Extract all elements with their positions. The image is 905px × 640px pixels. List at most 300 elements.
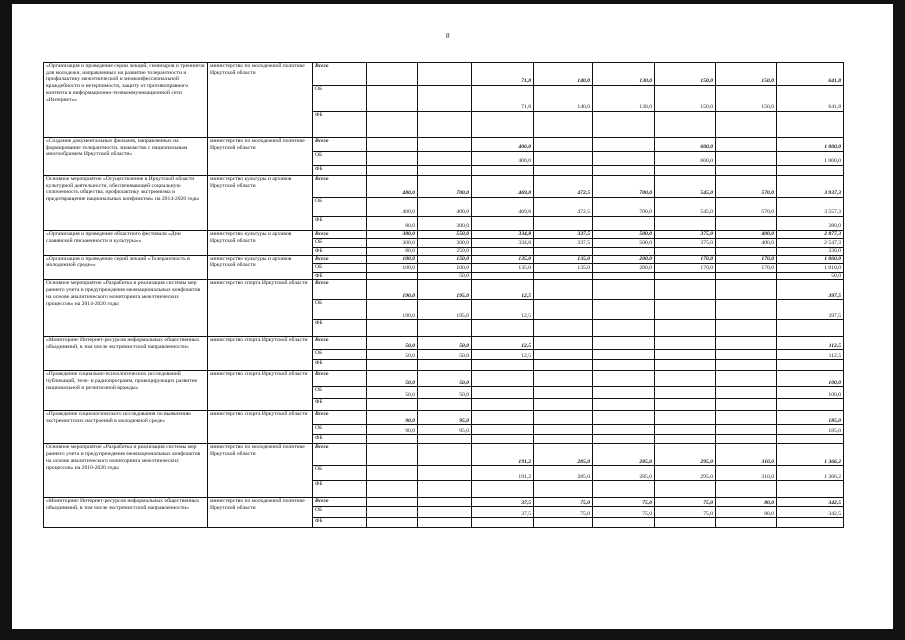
row-total-cell: 641,8 bbox=[777, 86, 844, 112]
executor: министерство культуры и архивов Иркутской области bbox=[208, 231, 313, 256]
year-value-cell bbox=[367, 518, 418, 528]
year-value-cell bbox=[716, 337, 777, 350]
year-value-cell bbox=[655, 399, 716, 411]
year-value-cell: 150,0 bbox=[655, 86, 716, 112]
year-value-cell bbox=[534, 300, 593, 320]
year-value-cell: 400,0 bbox=[716, 231, 777, 239]
table-row bbox=[44, 176, 844, 198]
row-total-cell: 330,0 bbox=[777, 248, 844, 256]
activity-name: «Мониторинг Интернет-ресурсов неформальных общественных объединений, в том числе экстремистской направленности» bbox=[44, 498, 208, 528]
year-value-cell: 472,5 bbox=[534, 176, 593, 198]
activity-name: «Организация и проведение областного фестиваля «Дни славянской письменности и культуры»» bbox=[44, 231, 208, 256]
page-number: 8 bbox=[446, 32, 450, 40]
year-value-cell bbox=[655, 280, 716, 300]
year-value-cell: 75,0 bbox=[655, 507, 716, 518]
row-total-cell: 1 366,2 bbox=[777, 444, 844, 466]
year-value-cell bbox=[534, 411, 593, 425]
year-value-cell: 50,0 bbox=[367, 371, 418, 387]
year-value-cell: 71,8 bbox=[472, 86, 534, 112]
year-value-cell: 75,0 bbox=[534, 507, 593, 518]
funding-source: ОБ bbox=[313, 350, 367, 360]
year-value-cell bbox=[472, 166, 534, 176]
year-value-cell: 285,0 bbox=[534, 466, 593, 481]
year-value-cell bbox=[534, 112, 593, 138]
year-value-cell bbox=[716, 280, 777, 300]
row-total-cell: 185,0 bbox=[777, 425, 844, 435]
year-value-cell: 50,0 bbox=[418, 371, 472, 387]
year-value-cell bbox=[534, 399, 593, 411]
year-value-cell bbox=[367, 112, 418, 138]
year-value-cell: 334,8 bbox=[472, 239, 534, 248]
funding-source: ФБ bbox=[313, 481, 367, 498]
year-value-cell bbox=[472, 518, 534, 528]
year-value-cell bbox=[716, 360, 777, 371]
table-row bbox=[44, 337, 844, 350]
year-value-cell bbox=[472, 481, 534, 498]
year-value-cell: 150,0 bbox=[655, 63, 716, 86]
year-value-cell bbox=[534, 280, 593, 300]
year-value-cell: 570,0 bbox=[716, 176, 777, 198]
year-value-cell bbox=[367, 166, 418, 176]
funding-source: ОБ bbox=[313, 507, 367, 518]
year-value-cell: 545,0 bbox=[655, 198, 716, 217]
year-value-cell bbox=[367, 507, 418, 518]
year-value-cell bbox=[367, 86, 418, 112]
year-value-cell bbox=[593, 399, 655, 411]
year-value-cell: 500,0 bbox=[593, 231, 655, 239]
row-total-cell: 380,0 bbox=[777, 217, 844, 231]
year-value-cell bbox=[655, 518, 716, 528]
activity-name: «Мониторинг Интернет-ресурсов неформальных общественных объединений, в том числе экстремистской направленности» bbox=[44, 337, 208, 371]
year-value-cell bbox=[367, 360, 418, 371]
year-value-cell bbox=[655, 320, 716, 337]
year-value-cell bbox=[655, 337, 716, 350]
funding-source: Всего bbox=[313, 138, 367, 152]
year-value-cell: 380,0 bbox=[367, 231, 418, 239]
year-value-cell bbox=[716, 435, 777, 444]
year-value-cell bbox=[655, 481, 716, 498]
year-value-cell bbox=[716, 300, 777, 320]
executor: министерство спорта Иркутской области bbox=[208, 371, 313, 411]
year-value-cell: 135,0 bbox=[534, 263, 593, 272]
year-value-cell: 71,8 bbox=[472, 63, 534, 86]
year-value-cell bbox=[534, 481, 593, 498]
funding-source: ФБ bbox=[313, 112, 367, 138]
row-total-cell bbox=[777, 166, 844, 176]
year-value-cell: 135,0 bbox=[472, 263, 534, 272]
year-value-cell bbox=[367, 320, 418, 337]
row-total-cell: 3 937,3 bbox=[777, 176, 844, 198]
year-value-cell: 50,0 bbox=[418, 337, 472, 350]
funding-source: ОБ bbox=[313, 387, 367, 399]
row-total-cell: 50,0 bbox=[777, 272, 844, 280]
row-total-cell: 2 547,3 bbox=[777, 239, 844, 248]
table-row bbox=[44, 63, 844, 86]
activity-name: Основное мероприятие «Разработка и реализация системы мер раннего учета и предупреждения межнациональных конфликтов на основе аналитического мониторинга межэтнических процессов» на 2016-2020 годы bbox=[44, 444, 208, 498]
table-row bbox=[44, 138, 844, 152]
year-value-cell: 95,0 bbox=[418, 411, 472, 425]
year-value-cell: 400,0 bbox=[472, 152, 534, 166]
funding-source: Всего bbox=[313, 176, 367, 198]
year-value-cell bbox=[716, 217, 777, 231]
year-value-cell bbox=[593, 217, 655, 231]
year-value-cell bbox=[593, 300, 655, 320]
year-value-cell: 300,0 bbox=[418, 217, 472, 231]
year-value-cell: 295,0 bbox=[655, 466, 716, 481]
year-value-cell bbox=[418, 152, 472, 166]
year-value-cell bbox=[593, 112, 655, 138]
year-value-cell bbox=[472, 387, 534, 399]
year-value-cell: 469,8 bbox=[472, 198, 534, 217]
year-value-cell bbox=[367, 138, 418, 152]
row-total-cell bbox=[777, 435, 844, 444]
scan-edge-top bbox=[0, 0, 905, 4]
year-value-cell: 337,5 bbox=[534, 231, 593, 239]
year-value-cell: 100,0 bbox=[367, 263, 418, 272]
row-total-cell: 1 000,0 bbox=[777, 152, 844, 166]
funding-source: Всего bbox=[313, 280, 367, 300]
year-value-cell bbox=[655, 435, 716, 444]
row-total-cell: 112,5 bbox=[777, 350, 844, 360]
year-value-cell bbox=[472, 248, 534, 256]
year-value-cell bbox=[655, 248, 716, 256]
row-total-cell: 2 877,3 bbox=[777, 231, 844, 239]
year-value-cell bbox=[593, 152, 655, 166]
funding-source: ОБ bbox=[313, 425, 367, 435]
year-value-cell: 191,2 bbox=[472, 466, 534, 481]
table-row bbox=[44, 280, 844, 300]
year-value-cell bbox=[655, 112, 716, 138]
year-value-cell: 170,0 bbox=[716, 255, 777, 263]
year-value-cell: 469,8 bbox=[472, 176, 534, 198]
row-total-cell bbox=[777, 320, 844, 337]
year-value-cell bbox=[534, 337, 593, 350]
year-value-cell: 285,0 bbox=[534, 444, 593, 466]
year-value-cell: 310,0 bbox=[716, 466, 777, 481]
year-value-cell bbox=[593, 138, 655, 152]
funding-source: ОБ bbox=[313, 263, 367, 272]
year-value-cell: 400,0 bbox=[716, 239, 777, 248]
year-value-cell bbox=[593, 411, 655, 425]
year-value-cell bbox=[534, 387, 593, 399]
year-value-cell bbox=[593, 435, 655, 444]
year-value-cell: 300,0 bbox=[367, 239, 418, 248]
year-value-cell bbox=[418, 507, 472, 518]
table-row bbox=[44, 231, 844, 239]
year-value-cell bbox=[472, 425, 534, 435]
year-value-cell bbox=[534, 272, 593, 280]
funding-source: Всего bbox=[313, 444, 367, 466]
year-value-cell bbox=[418, 481, 472, 498]
year-value-cell: 195,0 bbox=[418, 300, 472, 320]
year-value-cell bbox=[716, 387, 777, 399]
year-value-cell: 170,0 bbox=[716, 263, 777, 272]
year-value-cell bbox=[716, 112, 777, 138]
year-value-cell: 95,0 bbox=[418, 425, 472, 435]
year-value-cell: 200,0 bbox=[593, 255, 655, 263]
funding-source: ОБ bbox=[313, 300, 367, 320]
year-value-cell: 140,0 bbox=[534, 63, 593, 86]
year-value-cell: 170,0 bbox=[655, 255, 716, 263]
funding-source: Всего bbox=[313, 411, 367, 425]
year-value-cell: 150,0 bbox=[716, 86, 777, 112]
row-total-cell: 100,0 bbox=[777, 387, 844, 399]
funding-source: ФБ bbox=[313, 166, 367, 176]
funding-source: ФБ bbox=[313, 248, 367, 256]
year-value-cell: 50,0 bbox=[418, 387, 472, 399]
year-value-cell bbox=[418, 112, 472, 138]
executor: министерство спорта Иркутской области bbox=[208, 280, 313, 337]
executor: министерство по молодежной политике Иркутской области bbox=[208, 444, 313, 498]
year-value-cell: 130,0 bbox=[593, 63, 655, 86]
year-value-cell bbox=[418, 466, 472, 481]
year-value-cell: 50,0 bbox=[418, 272, 472, 280]
year-value-cell bbox=[418, 399, 472, 411]
table-row bbox=[44, 371, 844, 387]
year-value-cell: 170,0 bbox=[655, 263, 716, 272]
year-value-cell: 80,0 bbox=[367, 248, 418, 256]
year-value-cell bbox=[655, 300, 716, 320]
year-value-cell bbox=[655, 360, 716, 371]
year-value-cell: 12,5 bbox=[472, 350, 534, 360]
year-value-cell bbox=[655, 350, 716, 360]
year-value-cell: 500,0 bbox=[593, 239, 655, 248]
row-total-cell bbox=[777, 481, 844, 498]
funding-source: ФБ bbox=[313, 518, 367, 528]
year-value-cell bbox=[593, 280, 655, 300]
year-value-cell bbox=[418, 444, 472, 466]
row-total-cell bbox=[777, 518, 844, 528]
funding-source: ФБ bbox=[313, 360, 367, 371]
year-value-cell bbox=[716, 425, 777, 435]
year-value-cell: 375,0 bbox=[655, 231, 716, 239]
year-value-cell bbox=[472, 360, 534, 371]
table-row bbox=[44, 255, 844, 263]
year-value-cell: 337,5 bbox=[534, 239, 593, 248]
activity-name: «Организация и проведение серий лекций «Толерантность в молодежной среде»» bbox=[44, 255, 208, 280]
year-value-cell bbox=[472, 411, 534, 425]
year-value-cell bbox=[593, 371, 655, 387]
year-value-cell: 12,5 bbox=[472, 280, 534, 300]
year-value-cell: 195,0 bbox=[418, 280, 472, 300]
year-value-cell: 300,0 bbox=[418, 239, 472, 248]
activity-name: «Проведение социально-психологических исследований публикаций, теле- и радиопрограмм, провоцирующих развитие национальной и религиозной вражды» bbox=[44, 371, 208, 411]
year-value-cell: 50,0 bbox=[367, 350, 418, 360]
year-value-cell bbox=[367, 466, 418, 481]
row-total-cell: 1 010,0 bbox=[777, 263, 844, 272]
year-value-cell bbox=[716, 166, 777, 176]
row-total-cell bbox=[777, 399, 844, 411]
year-value-cell: 50,0 bbox=[418, 350, 472, 360]
year-value-cell bbox=[418, 63, 472, 86]
year-value-cell bbox=[534, 138, 593, 152]
year-value-cell bbox=[593, 272, 655, 280]
funding-source: Всего bbox=[313, 63, 367, 86]
year-value-cell: 50,0 bbox=[367, 387, 418, 399]
year-value-cell: 310,0 bbox=[716, 444, 777, 466]
year-value-cell: 80,0 bbox=[367, 217, 418, 231]
year-value-cell: 400,0 bbox=[472, 138, 534, 152]
activity-name: «Проведение социологического исследования по выявлению экстремистских настроений в молодежной среде» bbox=[44, 411, 208, 444]
executor: министерство спорта Иркутской области bbox=[208, 337, 313, 371]
year-value-cell bbox=[534, 217, 593, 231]
year-value-cell: 80,0 bbox=[716, 498, 777, 507]
year-value-cell: 250,0 bbox=[418, 248, 472, 256]
year-value-cell bbox=[593, 337, 655, 350]
year-value-cell bbox=[655, 387, 716, 399]
year-value-cell: 295,0 bbox=[655, 444, 716, 466]
funding-source: ОБ bbox=[313, 152, 367, 166]
year-value-cell bbox=[472, 320, 534, 337]
year-value-cell bbox=[367, 481, 418, 498]
year-value-cell bbox=[655, 166, 716, 176]
year-value-cell: 75,0 bbox=[534, 498, 593, 507]
year-value-cell bbox=[418, 360, 472, 371]
year-value-cell bbox=[716, 152, 777, 166]
year-value-cell bbox=[593, 481, 655, 498]
year-value-cell: 334,8 bbox=[472, 231, 534, 239]
year-value-cell bbox=[534, 425, 593, 435]
executor: министерство культуры и архивов Иркутской области bbox=[208, 176, 313, 231]
activity-name: Основное мероприятие «Осуществление в Иркутской области культурной деятельности, обеспечивающей социальную сплоченность общества, профилактику экстремизма и предотвращение национальных конфликтов» на 2014-2020 годы bbox=[44, 176, 208, 231]
executor: министерство культуры и архивов Иркутской области bbox=[208, 255, 313, 280]
row-total-cell bbox=[777, 112, 844, 138]
year-value-cell bbox=[418, 435, 472, 444]
funding-source: ФБ bbox=[313, 320, 367, 337]
year-value-cell bbox=[593, 248, 655, 256]
year-value-cell bbox=[655, 371, 716, 387]
year-value-cell: 150,0 bbox=[418, 255, 472, 263]
year-value-cell bbox=[472, 371, 534, 387]
row-total-cell: 112,5 bbox=[777, 337, 844, 350]
row-total-cell: 397,5 bbox=[777, 300, 844, 320]
funding-source: Всего bbox=[313, 231, 367, 239]
year-value-cell bbox=[716, 481, 777, 498]
year-value-cell: 100,0 bbox=[367, 255, 418, 263]
funding-source: Всего bbox=[313, 498, 367, 507]
row-total-cell: 1 000,0 bbox=[777, 138, 844, 152]
row-total-cell: 100,0 bbox=[777, 371, 844, 387]
year-value-cell bbox=[593, 518, 655, 528]
year-value-cell bbox=[418, 518, 472, 528]
year-value-cell bbox=[534, 350, 593, 360]
year-value-cell: 90,0 bbox=[367, 425, 418, 435]
year-value-cell bbox=[593, 387, 655, 399]
year-value-cell bbox=[367, 444, 418, 466]
table-row bbox=[44, 498, 844, 507]
year-value-cell bbox=[367, 399, 418, 411]
year-value-cell bbox=[534, 248, 593, 256]
year-value-cell: 285,0 bbox=[593, 444, 655, 466]
funding-source: Всего bbox=[313, 337, 367, 350]
year-value-cell: 37,5 bbox=[472, 498, 534, 507]
funding-source: ОБ bbox=[313, 86, 367, 112]
row-total-cell: 1 060,0 bbox=[777, 255, 844, 263]
year-value-cell bbox=[593, 425, 655, 435]
year-value-cell bbox=[716, 411, 777, 425]
year-value-cell: 285,0 bbox=[593, 466, 655, 481]
year-value-cell: 12,5 bbox=[472, 337, 534, 350]
funding-source: Всего bbox=[313, 371, 367, 387]
year-value-cell: 600,0 bbox=[655, 152, 716, 166]
year-value-cell: 375,0 bbox=[655, 239, 716, 248]
year-value-cell bbox=[472, 399, 534, 411]
year-value-cell bbox=[534, 518, 593, 528]
year-value-cell bbox=[534, 166, 593, 176]
year-value-cell bbox=[534, 152, 593, 166]
executor: министерство по молодежной политике Иркутской области bbox=[208, 63, 313, 138]
scan-edge-right bbox=[893, 0, 905, 640]
year-value-cell bbox=[418, 166, 472, 176]
year-value-cell bbox=[418, 320, 472, 337]
year-value-cell bbox=[472, 217, 534, 231]
funding-source: ОБ bbox=[313, 198, 367, 217]
year-value-cell: 550,0 bbox=[418, 231, 472, 239]
year-value-cell: 130,0 bbox=[593, 86, 655, 112]
year-value-cell bbox=[534, 435, 593, 444]
year-value-cell: 75,0 bbox=[593, 507, 655, 518]
year-value-cell bbox=[716, 138, 777, 152]
row-total-cell: 641,8 bbox=[777, 63, 844, 86]
year-value-cell bbox=[716, 518, 777, 528]
year-value-cell bbox=[655, 411, 716, 425]
year-value-cell bbox=[534, 371, 593, 387]
year-value-cell: 190,0 bbox=[367, 300, 418, 320]
budget-table bbox=[43, 62, 844, 528]
year-value-cell: 700,0 bbox=[418, 176, 472, 198]
year-value-cell bbox=[593, 320, 655, 337]
row-total-cell: 342,5 bbox=[777, 498, 844, 507]
activity-name: Основное мероприятие «Разработка и реализация системы мер раннего учета и предупреждения межнациональных конфликтов на основе аналитического мониторинга межэтнических процессов» на 2014-2020 годы bbox=[44, 280, 208, 337]
year-value-cell: 37,5 bbox=[472, 507, 534, 518]
executor: министерство по молодежной политике Иркутской области bbox=[208, 138, 313, 176]
row-total-cell: 397,5 bbox=[777, 280, 844, 300]
year-value-cell bbox=[534, 360, 593, 371]
year-value-cell bbox=[367, 63, 418, 86]
year-value-cell bbox=[593, 350, 655, 360]
year-value-cell bbox=[716, 248, 777, 256]
year-value-cell: 50,0 bbox=[367, 337, 418, 350]
funding-source: Всего bbox=[313, 255, 367, 263]
year-value-cell bbox=[418, 498, 472, 507]
funding-source: ФБ bbox=[313, 217, 367, 231]
year-value-cell bbox=[367, 272, 418, 280]
activity-name: «Создание документальных фильмов, направленных на формирование толерантности, знакомство с национальным многообразием Иркутской области» bbox=[44, 138, 208, 176]
year-value-cell bbox=[716, 320, 777, 337]
year-value-cell bbox=[472, 272, 534, 280]
executor: министерство по молодежной политике Иркутской области bbox=[208, 498, 313, 528]
year-value-cell bbox=[472, 112, 534, 138]
year-value-cell: 480,0 bbox=[367, 176, 418, 198]
year-value-cell bbox=[655, 425, 716, 435]
year-value-cell bbox=[367, 498, 418, 507]
year-value-cell: 75,0 bbox=[593, 498, 655, 507]
year-value-cell bbox=[593, 360, 655, 371]
year-value-cell bbox=[655, 217, 716, 231]
year-value-cell bbox=[716, 272, 777, 280]
executor: министерство спорта Иркутской области bbox=[208, 411, 313, 444]
row-total-cell: 3 557,3 bbox=[777, 198, 844, 217]
year-value-cell: 600,0 bbox=[655, 138, 716, 152]
table-body bbox=[44, 63, 844, 528]
year-value-cell: 200,0 bbox=[593, 263, 655, 272]
year-value-cell: 75,0 bbox=[655, 498, 716, 507]
activity-name: «Организация и проведение серии лекций, семинаров и тренингов для молодежи, направленных на развитие толерантности и профилактику межэтнической и межконфессиональной враждебности и нетерпимости, защиту от противоправного контента в информационно-телекоммуникационной сети «Интернет»» bbox=[44, 63, 208, 138]
scan-edge-bottom bbox=[0, 629, 905, 640]
year-value-cell bbox=[418, 138, 472, 152]
year-value-cell: 570,0 bbox=[716, 198, 777, 217]
year-value-cell: 12,5 bbox=[472, 300, 534, 320]
